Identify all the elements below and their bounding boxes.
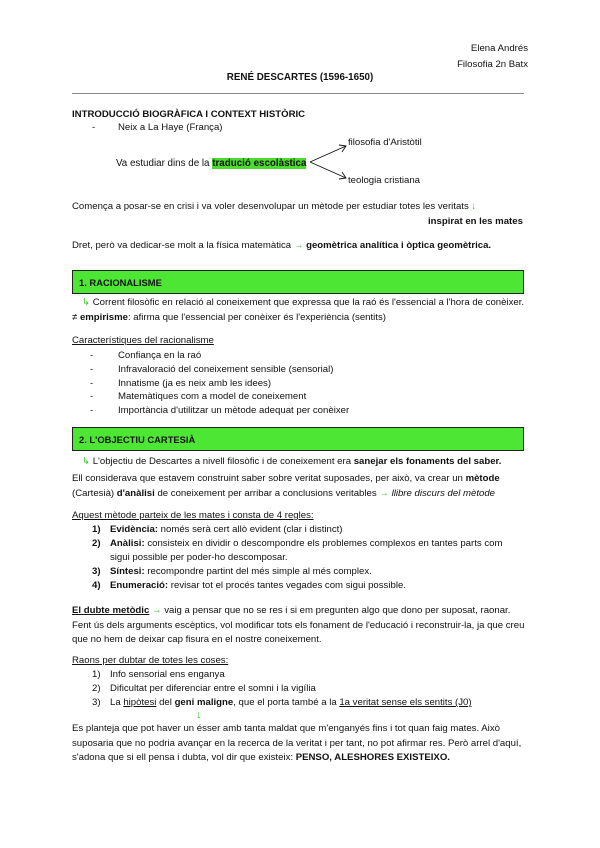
list-item — [92, 537, 522, 551]
rule-text: consisteix en dividir o descompondre els problemes complexos en tantes parts com — [144, 538, 503, 549]
rule-text: només serà cert allò evident (clar i distinct) — [158, 524, 343, 535]
rule-name: Evidència: — [110, 524, 158, 535]
bullet-dash: - — [90, 350, 94, 361]
list-number: 1) — [92, 524, 101, 535]
list-item — [90, 390, 520, 404]
reason-text: La — [110, 697, 124, 708]
method-text-2: (Cartesià) — [72, 487, 117, 499]
def-bold: empirisme — [79, 311, 128, 323]
characteristics-list — [90, 349, 520, 418]
tradition-line — [116, 158, 306, 170]
objective-bold: sanejar els fonaments del saber. — [353, 456, 502, 467]
list-item-text: Innatisme (ja es neix amb les idees) — [118, 377, 272, 389]
reason-underlined: 1a veritat sense els sentits (J0) — [339, 697, 472, 708]
bullet-dash: - — [92, 122, 96, 133]
intro-paragraph-2 — [72, 240, 491, 252]
method-text-3: de coneixement per arribar a conclusions veritables — [154, 487, 380, 499]
list-item — [90, 404, 520, 418]
bullet-dash: - — [90, 363, 94, 375]
branch-aristotle: filosofia d'Aristòtil — [348, 137, 422, 148]
method-paragraph — [72, 472, 526, 501]
list-item-text: Importància d'utilitzar un mètode adequat per conèixer — [118, 405, 350, 417]
doubt-title: El dubte metòdic — [72, 605, 150, 616]
right-arrow-icon: → — [379, 487, 389, 499]
final-paragraph — [72, 722, 526, 766]
reason-text: , que el porta també a la — [233, 697, 340, 708]
reason-underlined: hipòtesi — [123, 697, 157, 708]
list-item — [90, 377, 520, 391]
reason-text: Dificultat per diferenciar entre el somni i la vigília — [110, 683, 316, 694]
list-item-continuation: sigui possible per poder-ho descomposar. — [110, 552, 288, 563]
rules-list — [92, 523, 522, 593]
reasons-title: Raons per dubtar de totes les coses: — [72, 655, 229, 666]
document-header — [457, 41, 528, 73]
doubt-text: vaig a pensar que no se res i si em pregunten algo que dono per suposat, raonar. Fent ús dels arguments escèptics, vol modificar tots els fonament de l'educació i reconstruir-la, ja que creu que no hem de deixar cap fisura en el nostre coneixement. — [72, 605, 525, 645]
list-number: 2) — [92, 538, 101, 549]
p2-bold: geomètrica analítica i òptica geomètrica. — [306, 240, 492, 251]
final-bold: PENSO, ALESHORES EXISTEIXO. — [295, 752, 450, 763]
list-number: 4) — [92, 580, 101, 591]
list-item-text: Matemàtiques com a model de coneixement — [118, 391, 307, 403]
rules-title: Aquest mètode parteix de les mates i consta de 4 regles: — [72, 510, 314, 521]
return-arrow-icon: ↳ — [82, 456, 91, 467]
rule-text: revisar tot el procés tantes vegades com sigui possible. — [168, 580, 406, 591]
down-arrow-icon: ↓ — [196, 709, 202, 721]
def-suffix: : afirma que l'essencial per conèixer és l'experiència (sentits) — [127, 311, 386, 323]
list-number: 2) — [92, 683, 101, 694]
bullet-dash: - — [90, 405, 94, 417]
branch-arrow-down — [310, 162, 346, 178]
branch-arrow-up — [310, 146, 346, 162]
born-text: Neix a La Haye (França) — [118, 122, 223, 133]
method-bold-1: mètode — [465, 473, 500, 484]
method-text-1: Ell considerava que estavem construint saber sobre veritat suposades, per això, va crear un — [72, 473, 466, 484]
p2-prefix: Dret, però va dedicar-se molt a la física matemàtica — [72, 240, 294, 251]
list-item — [92, 668, 472, 682]
rule-name: Anàlisi: — [110, 538, 145, 549]
rule-text: recompondre partint del més simple al més complex. — [144, 566, 372, 577]
p1-text: Comença a posar-se en crisi i va voler desenvolupar un mètode per estudiar totes les veritats — [72, 201, 469, 212]
right-arrow-icon: → — [293, 240, 304, 251]
intro-heading: INTRODUCCIÓ BIOGRÀFICA I CONTEXT HISTÒRIC — [72, 109, 306, 120]
tradition-prefix: Va estudiar dins de la — [116, 158, 213, 169]
reasons-list — [92, 668, 472, 710]
reason-bold: geni maligne — [174, 697, 234, 708]
right-arrow-icon: → — [149, 605, 162, 616]
branch-theology: teologia cristiana — [348, 175, 420, 186]
down-arrow-icon: ↓ — [471, 201, 477, 212]
def-prefix: Corrent filosòfic en relació al coneixement que expressa que la raó és l'essencial a l'hora de conèixer. ≠ — [72, 297, 525, 323]
author-name: Elena Andrés — [470, 43, 528, 54]
list-item — [90, 349, 520, 363]
intro-bullet-born — [92, 122, 223, 134]
rule-name: Enumeració: — [110, 580, 169, 591]
objective-prefix: L'objectiu de Descartes a nivell filosòfic i de coneixement era — [90, 456, 354, 467]
method-italic: llibre discurs del mètode — [388, 487, 496, 499]
list-item-text: Infravaloració del coneixement sensible (sensorial) — [118, 363, 334, 375]
list-item-text: Confiança en la raó — [118, 350, 202, 361]
branch-arrows — [308, 140, 352, 184]
reason-text: del — [156, 697, 175, 708]
section-2-heading: 2. L'OBJECTIU CARTESIÀ — [72, 427, 524, 451]
document-title: RENÉ DESCARTES (1596-1650) — [226, 72, 374, 83]
list-item — [92, 696, 472, 710]
intro-paragraph-1 — [72, 201, 476, 213]
objective-line — [72, 456, 501, 468]
title-divider — [72, 93, 524, 94]
list-item — [90, 363, 520, 377]
return-arrow-icon: ↳ — [82, 297, 91, 308]
p1-conclusion: inspirat en les mates — [428, 216, 523, 227]
method-bold-2: d'anàlisi — [116, 487, 155, 499]
list-item — [92, 565, 522, 579]
doubt-paragraph — [72, 604, 526, 648]
bullet-dash: - — [90, 391, 94, 403]
reason-text: Info sensorial ens enganya — [110, 669, 225, 680]
list-item — [92, 523, 522, 537]
list-item — [92, 579, 522, 593]
tradition-highlight: tradució escolàstica — [212, 158, 307, 169]
section-1-heading: 1. RACIONALISME — [72, 270, 524, 294]
list-number: 3) — [92, 697, 101, 708]
final-text: Es planteja que pot haver un ésser amb tanta maldat que m'enganyés fins i tot quan faig mates. Això suposaria que no podria avançar en la recerca de la veritat i per tant, no pot afirmar res. Però arrel d'aquí, s'adona que si ell pensa i dubta, vol dir que existeix: — [72, 723, 522, 763]
characteristics-title: Característiques del racionalisme — [72, 335, 214, 346]
list-number: 3) — [92, 566, 101, 577]
list-item — [92, 682, 472, 696]
course-label: Filosofia 2n Batx — [457, 59, 528, 70]
bullet-dash: - — [90, 377, 94, 389]
racionalisme-definition — [72, 296, 526, 325]
rule-name: Síntesi: — [110, 566, 145, 577]
list-number: 1) — [92, 669, 101, 680]
